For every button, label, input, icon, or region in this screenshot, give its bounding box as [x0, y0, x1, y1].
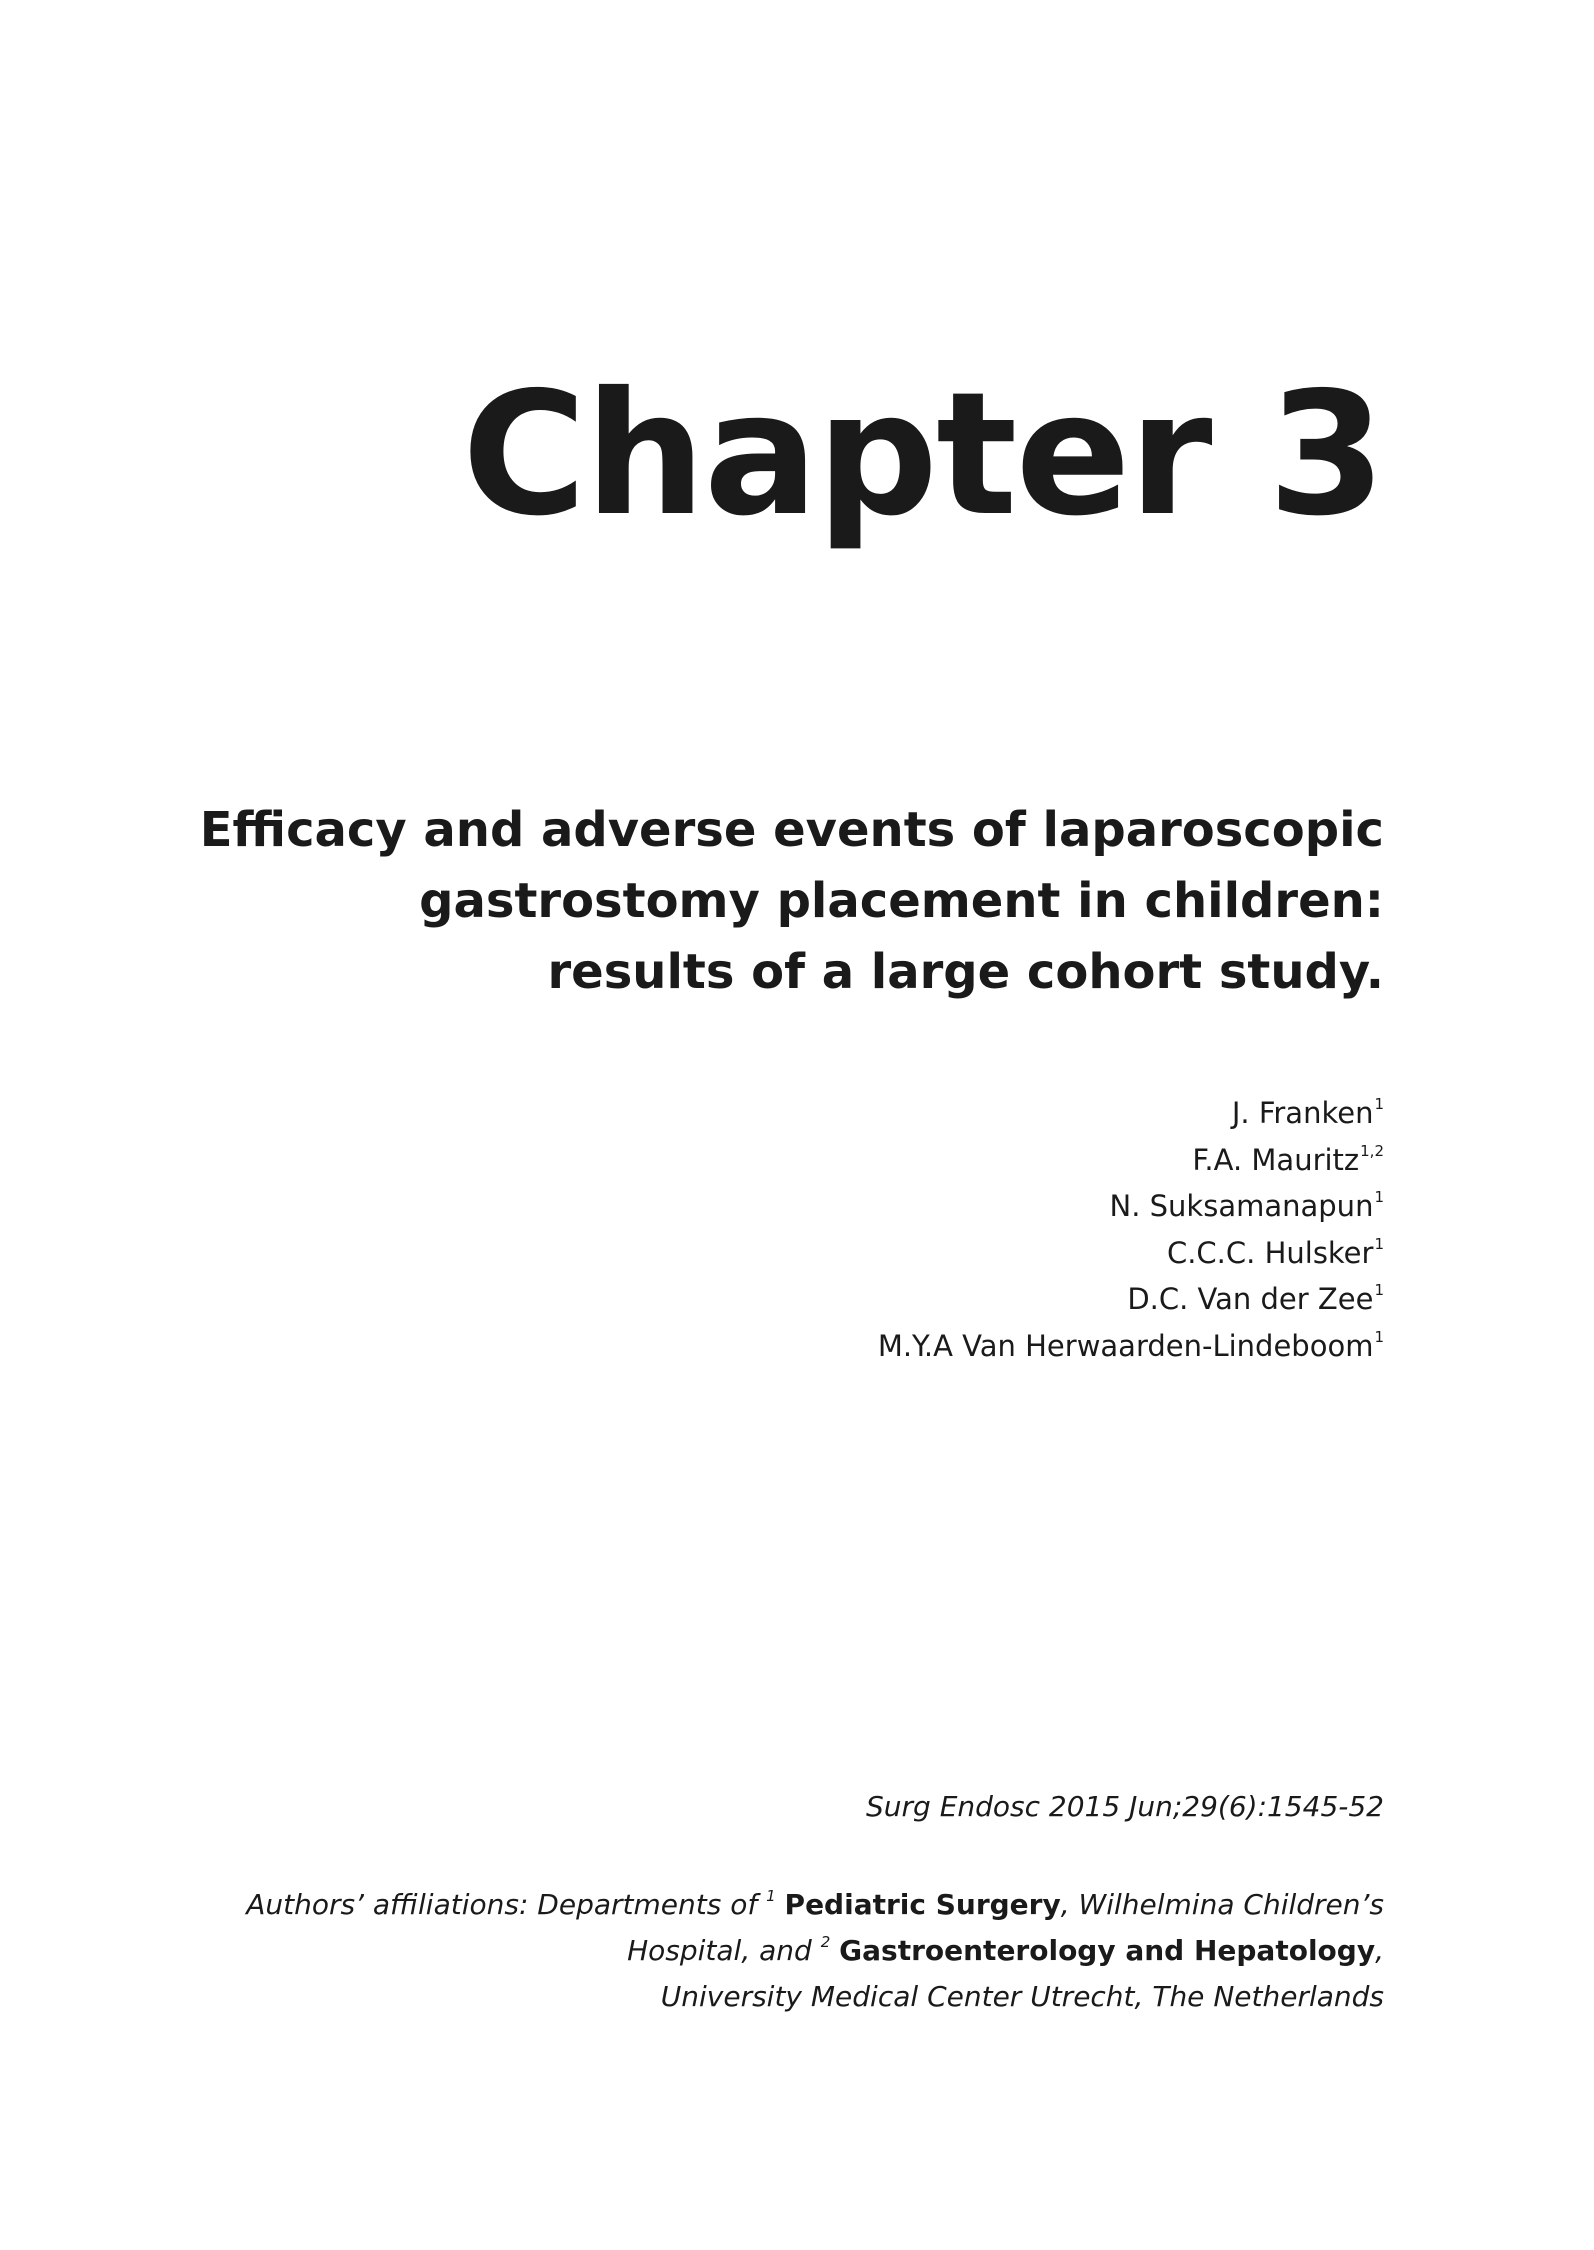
author-name: C.C.C. Hulsker [1166, 1235, 1374, 1270]
affiliation-text: Authors’ affiliations: Departments of [246, 1888, 767, 1921]
author-affiliations [246, 1882, 1384, 2020]
author-affiliation-mark: 1,2 [1360, 1141, 1384, 1160]
author-entry [878, 1090, 1384, 1137]
author-name: F.A. Mauritz [1192, 1142, 1360, 1177]
chapter-heading: Chapter 3 [461, 356, 1384, 554]
author-affiliation-mark: 1 [1374, 1327, 1384, 1346]
author-affiliation-mark: 1 [1374, 1095, 1384, 1113]
article-title-line: results of a large cohort study. [547, 944, 1384, 1000]
author-name: J. Franken [1231, 1096, 1374, 1130]
article-title [200, 795, 1384, 1008]
affiliation-mark: 1 [766, 1887, 776, 1905]
affiliation-line: University Medical Center Utrecht, The Netherlands [660, 1980, 1384, 2013]
journal-citation: Surg Endosc 2015 Jun;29(6):1545-52 [866, 1790, 1384, 1823]
affiliation-text: Hospital, and [627, 1934, 821, 1967]
affiliation-mark: 2 [820, 1933, 831, 1951]
affiliation-text: , Wilhelmina Children’s [1060, 1888, 1384, 1921]
article-title-line: gastrostomy placement in children: [419, 873, 1384, 929]
author-entry [878, 1230, 1384, 1277]
author-entry [878, 1137, 1384, 1184]
author-entry [878, 1183, 1384, 1230]
affiliation-line [246, 1882, 1384, 1928]
author-affiliation-mark: 1 [1374, 1188, 1384, 1206]
author-entry [878, 1323, 1384, 1370]
author-name: N. Suksamanapun [1109, 1189, 1374, 1223]
author-name: M.Y.A Van Herwaarden-Lindeboom [877, 1328, 1374, 1363]
author-affiliation-mark: 1 [1374, 1281, 1384, 1299]
author-affiliation-mark: 1 [1374, 1234, 1384, 1253]
author-list [878, 1090, 1384, 1369]
author-entry [878, 1276, 1384, 1323]
author-name: D.C. Van der Zee [1127, 1282, 1374, 1316]
affiliation-line [246, 1928, 1384, 1974]
affiliation-text: , [1375, 1934, 1384, 1967]
department-name: Gastroenterology and Hepatology [839, 1934, 1376, 1967]
article-title-line: Efficacy and adverse events of laparoscopic [199, 802, 1384, 858]
department-name: Pediatric Surgery [784, 1888, 1061, 1921]
